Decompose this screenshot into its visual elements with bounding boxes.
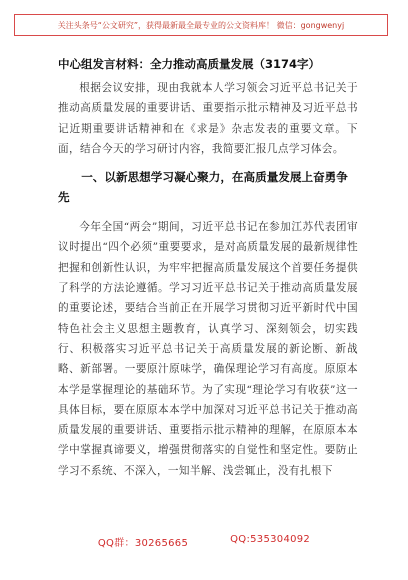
footer-qq-group: QQ群：30265665 (97, 538, 189, 549)
document-title: 中心组发言材料：全力推动高质量发展（3174字） (58, 57, 321, 71)
section-paragraph: 今年全国“两会”期间，习近平总书记在参加江苏代表团审议时提出“四个必须”重要要求，是对高质量发展的最新规律性把握和创新性认识，为牢牢把握高质量发展这个首要任务提供了科学的方法论遵循。学习习近平总书记关于推动高质量发展的重要论述，要结合当前正在开展学习贯彻习近平新时代中国特色社会主义思想主题教育，认真学习、深刻领会，切实践行、积极落实习近平总书记关于高质量发展的新论断、新战略、新部署。一要原汁原味学，确保理论学习有高度。原原本本学是掌握理论的基础环节。为了实现“理论学习有收获”这一具体目标，要在原原本本学中加深对习近平总书记关于推动高质量发展的重要讲话、重要指示批示精神的理解，在原原本本学中掌握真谛要义，增强贯彻落实的自觉性和坚定性。要防止学习不系统、不深入，一知半解、浅尝辄止，没有扎根下 (58, 221, 358, 477)
intro-paragraph: 根据会议安排，现由我就本人学习领会习近平总书记关于推动高质量发展的重要讲话、重要指示批示精神及习近平总书记近期重要讲话精神和在《求是》杂志发表的重要文章。下面，结合今天的学习研讨内容，我简要汇报几点学习体会。 (58, 82, 358, 155)
header-banner (14, 14, 388, 36)
footer-qq: QQ:535304092 (230, 534, 311, 545)
footer (0, 534, 408, 549)
header-banner-text: 关注头条号“公文研究”，获得最新最全最专业的公文资料库！ 微信：gongwenyj (57, 20, 345, 30)
section-heading: 一、以新思想学习凝心聚力，在高质量发展上奋勇争先 (58, 170, 348, 205)
document-body (58, 56, 358, 481)
